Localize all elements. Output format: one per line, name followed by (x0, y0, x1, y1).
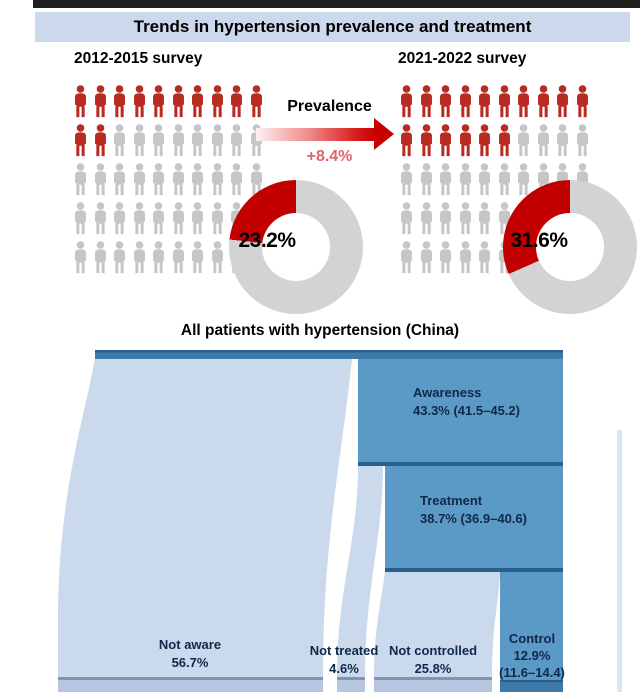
person-icon (92, 84, 109, 120)
person-icon (170, 201, 187, 237)
person-icon (150, 240, 167, 276)
person-icon (457, 240, 474, 276)
box-control-endband (500, 682, 563, 692)
person-icon (418, 123, 435, 159)
pictogram-row (72, 162, 270, 198)
person-icon (437, 162, 454, 198)
person-icon (72, 240, 89, 276)
person-icon (398, 84, 415, 120)
survey-2021-heading: 2021-2022 survey (398, 50, 527, 67)
person-icon (131, 201, 148, 237)
label-awareness-value: 43.3% (41.5–45.2) (413, 403, 520, 418)
person-icon (398, 201, 415, 237)
person-icon (437, 84, 454, 120)
donut-value-2021: 31.6% (510, 229, 568, 252)
person-icon (535, 84, 552, 120)
label-control-name: Control (508, 631, 556, 646)
person-icon (131, 162, 148, 198)
person-icon (418, 162, 435, 198)
person-icon (92, 240, 109, 276)
person-icon (496, 162, 513, 198)
person-icon (131, 123, 148, 159)
person-icon (457, 162, 474, 198)
person-icon (170, 162, 187, 198)
label-treatment-name: Treatment (420, 493, 483, 508)
person-icon (131, 240, 148, 276)
person-icon (189, 240, 206, 276)
person-icon (150, 123, 167, 159)
pictogram-row (72, 84, 270, 120)
label-control-ci: (11.6–14.4) (499, 665, 565, 680)
person-icon (72, 162, 89, 198)
right-edge-strip (617, 430, 622, 692)
person-icon (535, 123, 552, 159)
flow-not-aware-endline (58, 677, 323, 680)
label-treatment-value: 38.7% (36.9–40.6) (420, 511, 527, 526)
person-icon (457, 84, 474, 120)
person-icon (554, 84, 571, 120)
person-icon (111, 201, 128, 237)
person-icon (574, 123, 591, 159)
person-icon (457, 123, 474, 159)
person-icon (554, 123, 571, 159)
survey-2012-heading: 2012-2015 survey (74, 50, 203, 67)
person-icon (189, 84, 206, 120)
person-icon (228, 84, 245, 120)
person-icon (437, 201, 454, 237)
label-treatment (420, 492, 527, 528)
person-icon (457, 201, 474, 237)
label-not-aware-value: 56.7% (171, 655, 209, 670)
person-icon (476, 162, 493, 198)
person-icon (111, 240, 128, 276)
person-icon (418, 240, 435, 276)
label-not-controlled (373, 642, 493, 678)
person-icon (418, 201, 435, 237)
donut-value-2012: 23.2% (238, 229, 296, 252)
main-title: Trends in hypertension prevalence and treatment (133, 17, 532, 36)
person-icon (72, 123, 89, 159)
label-awareness-name: Awareness (413, 385, 482, 400)
label-not-aware (120, 636, 260, 672)
prevalence-arrow-shaft (256, 128, 374, 141)
person-icon (189, 123, 206, 159)
person-icon (111, 162, 128, 198)
person-icon (92, 162, 109, 198)
person-icon (131, 84, 148, 120)
person-icon (476, 84, 493, 120)
person-icon (418, 84, 435, 120)
person-icon (515, 123, 532, 159)
label-control-value: 12.9% (513, 648, 551, 663)
person-icon (189, 201, 206, 237)
label-not-aware-name: Not aware (158, 637, 222, 652)
person-icon (398, 240, 415, 276)
flow-not-aware-endband (58, 680, 323, 692)
person-icon (496, 123, 513, 159)
person-icon (437, 123, 454, 159)
person-icon (437, 240, 454, 276)
person-icon (398, 123, 415, 159)
label-not-treated-value: 4.6% (329, 661, 359, 676)
person-icon (92, 201, 109, 237)
person-icon (228, 123, 245, 159)
person-icon (111, 84, 128, 120)
prevalence-change-value: +8.4% (306, 148, 353, 165)
box-awareness-divider (358, 462, 563, 466)
person-icon (496, 84, 513, 120)
label-awareness (413, 384, 520, 420)
prevalence-arrowhead-icon (374, 118, 394, 150)
cascade-title: All patients with hypertension (China) (180, 322, 460, 339)
person-icon (228, 162, 245, 198)
prevalence-label: Prevalence (287, 98, 372, 115)
person-icon (170, 123, 187, 159)
flow-not-controlled-endband (374, 680, 492, 692)
person-icon (476, 123, 493, 159)
flow-not-treated-endband (337, 680, 365, 692)
pictogram-row (398, 84, 596, 120)
person-icon (150, 201, 167, 237)
donut-chart-2021 (503, 180, 637, 314)
pictogram-row (72, 123, 270, 159)
pictogram-row (398, 123, 596, 159)
person-icon (209, 162, 226, 198)
person-icon (574, 84, 591, 120)
label-control (491, 630, 573, 681)
label-not-controlled-name: Not controlled (388, 643, 478, 658)
person-icon (170, 240, 187, 276)
person-icon (398, 162, 415, 198)
person-icon (170, 84, 187, 120)
top-border-strip (33, 0, 640, 8)
flow-not-aware (58, 359, 352, 677)
label-not-controlled-value: 25.8% (414, 661, 452, 676)
title-bar (35, 12, 630, 42)
label-not-treated-name: Not treated (309, 643, 379, 658)
person-icon (150, 84, 167, 120)
person-icon (92, 123, 109, 159)
person-icon (189, 162, 206, 198)
person-icon (515, 84, 532, 120)
person-icon (111, 123, 128, 159)
person-icon (209, 84, 226, 120)
person-icon (209, 123, 226, 159)
person-icon (72, 84, 89, 120)
person-icon (150, 162, 167, 198)
cascade-top-bar-edge (95, 350, 563, 353)
box-treatment-divider (385, 568, 563, 572)
donut-chart-2012 (229, 180, 363, 314)
person-icon (72, 201, 89, 237)
